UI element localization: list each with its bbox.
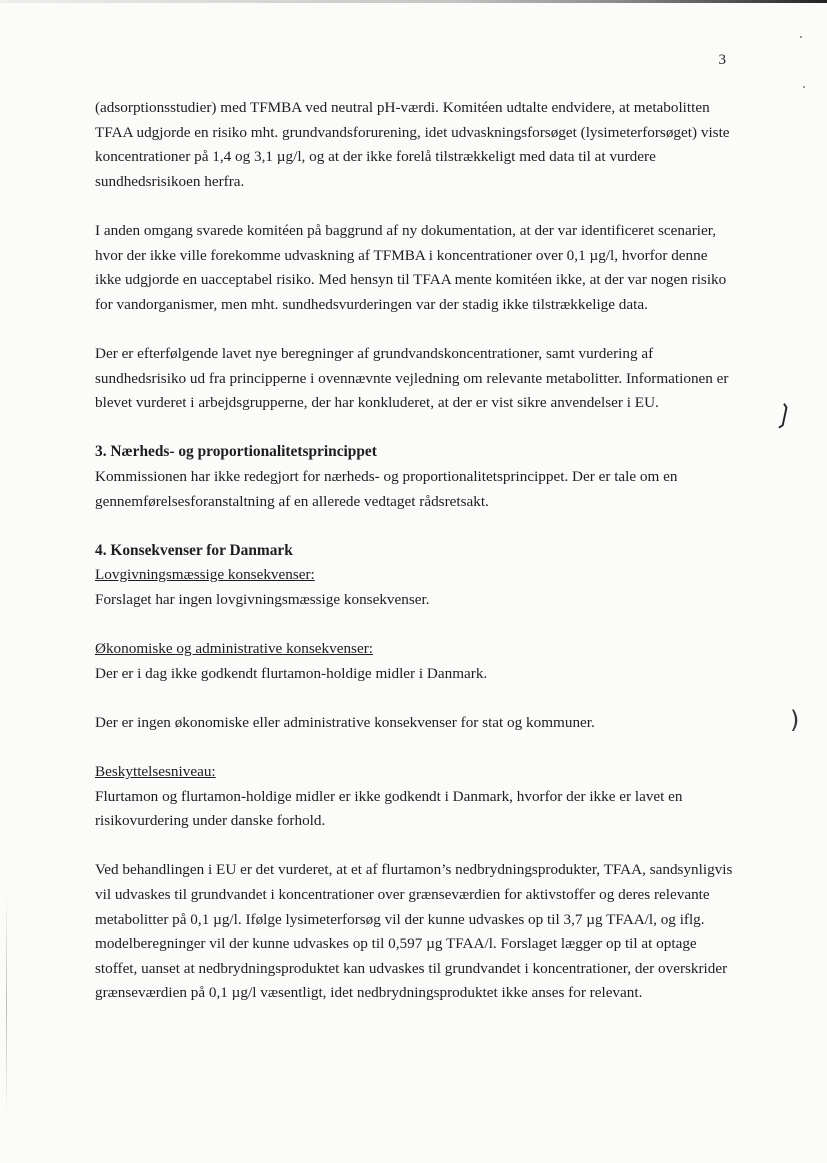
section-3-heading: 3. Nærheds- og proportionalitetsprincippet: [95, 443, 377, 461]
lovgivning-text: Forslaget har ingen lovgivningsmæssige konsekvenser.: [95, 590, 430, 608]
scan-edge-shadow: [0, 0, 827, 3]
scan-speck: [803, 86, 805, 88]
intro-paragraph-3: Der er efterfølgende lavet nye beregninger af grundvandskoncentrationer, samt vurdering af sundhedsrisiko ud fra principperne i ovennævnte vejledning om relevante metabolitter. Informationen er blevet vurderet i arbejdsgrupperne, der har konkluderet, at der er vist sikre anvendelser i EU.: [95, 344, 729, 412]
beskyttelse-text-2: Ved behandlingen i EU er det vurderet, at et af flurtamon’s nedbrydningsprodukter, TFAA, sandsynligvis vil udvaskes til grundvandet i koncentrationer over grænseværdien for aktivstoffer og deres relevante metabolitter på 0,1 µg/l. Ifølge lysimeterforsøg vil der kunne udvaskes op til 3,7 µg TFAA/l, og iflg. modelberegninger vil der kunne udvaskes op til 0,597 µg TFAA/l. Forslaget lægger op til at optage stoffet, uanset at nedbrydningsproduktet kan udvaskes til grundvandet i koncentrationer, der overskrider grænseværdien på 0,1 µg/l væsentligt, idet nedbrydningsproduktet ikke anses for relevant.: [95, 861, 733, 1002]
scan-speck: [800, 36, 802, 38]
intro-paragraph-1: (adsorptionsstudier) med TFMBA ved neutral pH-værdi. Komitéen udtalte endvidere, at metabolitten TFAA udgjorde en risiko mht. grundvandsforurening, idet udvaskningsforsøget (lysimeterforsøget) viste koncentrationer på 1,4 og 3,1 µg/l, og at der ikke forelå tilstrækkeligt med data til at vurdere sundhedsrisikoen herfra.: [95, 99, 730, 190]
scan-edge-line: [6, 890, 7, 1120]
lovgivning-subheading: Lovgivningsmæssige konsekvenser:: [95, 566, 315, 584]
okonomiske-subheading: Økonomiske og administrative konsekvenser:: [95, 640, 373, 658]
intro-paragraph-2: I anden omgang svarede komitéen på baggrund af ny dokumentation, at der var identificeret scenarier, hvor der ikke ville forekomme udvaskning af TFMBA i koncentrationer over 0,1 µg/l, hvorfor denne ikke udgjorde en uacceptabel risiko. Med hensyn til TFAA mente komitéen ikke, at der var nogen risiko for vandorganismer, men mht. sundhedsvurderingen var der stadig ikke tilstrækkelige data.: [95, 221, 727, 313]
page-number: 3: [718, 52, 726, 68]
margin-hook-mark: ❳: [770, 398, 798, 432]
beskyttelse-subheading: Beskyttelsesniveau:: [95, 763, 216, 781]
margin-paren-mark: ): [790, 706, 800, 734]
okonomiske-text-2: Der er ingen økonomiske eller administrative konsekvenser for stat og kommuner.: [95, 713, 595, 731]
okonomiske-text-1: Der er i dag ikke godkendt flurtamon-holdige midler i Danmark.: [95, 664, 488, 682]
document-body: [95, 96, 735, 1006]
beskyttelse-text-1: Flurtamon og flurtamon-holdige midler er ikke godkendt i Danmark, hvorfor der ikke er lavet en risikovurdering under danske forhold.: [95, 787, 683, 830]
section-3-text: Kommissionen har ikke redegjort for nærheds- og proportionalitetsprincippet. Der er tale om en gennemførelsesforanstaltning af en allerede vedtaget rådsretsakt.: [95, 467, 678, 510]
section-4-heading: 4. Konsekvenser for Danmark: [95, 541, 293, 559]
